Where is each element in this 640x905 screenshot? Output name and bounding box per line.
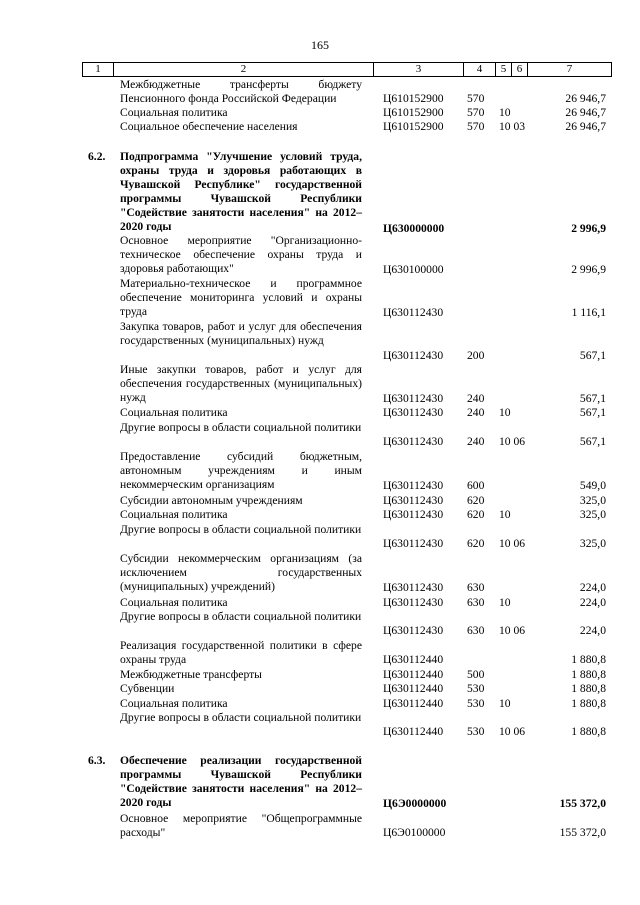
row-section: 10 [499,508,511,521]
row-target-code: Ц630112430 [383,494,444,507]
row-name: Реализация государственной политики в сфере охраны труда [120,639,362,666]
row-section: 10 [499,106,511,119]
row-name: Межбюджетные трансферты бюджету Пенсионного фонда Российской Федерации [120,78,362,105]
row-name: Материально-техническое и программное обеспечение мониторинга условий и охраны труда [120,277,362,318]
row-expense-type: 200 [467,348,485,362]
row-section: 10 [499,596,511,609]
row-amount: 325,0 [579,508,606,521]
header-col-6: 6 [512,63,528,76]
row-amount: 1 880,8 [571,668,606,681]
row-expense-type: 620 [467,537,485,551]
row-name: Субвенции [120,682,175,695]
row-target-code: Ц630112430 [383,435,444,449]
row-target-code: Ц630112430 [383,537,444,551]
row-expense-type: 240 [467,406,485,419]
header-col-5: 5 [496,63,512,76]
header-col-4: 4 [464,63,496,76]
row-section: 10 03 [499,120,526,133]
row-name: Субсидии некоммерческим организациям (за исключением государственных (муниципальных) учреждений) [120,552,362,593]
row-amount: 155 372,0 [559,826,606,840]
row-name: Подпрограмма "Улучшение условий труда, охраны труда и здоровья работающих в Чувашской Республике" государственной программы Чувашской Республики "Содействие занятости населения" на 2012–2020 годы [120,150,362,233]
row-target-code: Ц630100000 [383,262,444,276]
row-expense-type: 240 [467,435,485,449]
row-expense-type: 630 [467,624,485,638]
row-name: Обеспечение реализации государственной программы Чувашской Республики "Содействие занятости населения" на 2012–2020 годы [120,754,362,809]
row-target-code: Ц630112430 [383,348,444,362]
row-target-code: Ц630112430 [383,305,444,319]
row-amount: 1 116,1 [571,305,606,319]
row-name: Основное мероприятие "Организационно-техническое обеспечение охраны труда и здоровья работающих" [120,234,362,275]
row-expense-type: 530 [467,725,485,739]
row-name: Социальная политика [120,406,228,419]
row-target-code: Ц6Э0000000 [383,797,447,811]
row-expense-type: 630 [467,596,485,609]
row-name: Социальная политика [120,596,228,609]
row-amount: 224,0 [579,580,606,594]
row-target-code: Ц630112430 [383,391,444,405]
row-target-code: Ц610152900 [383,120,444,133]
row-amount: 325,0 [579,494,606,507]
row-section: 10 06 [499,435,526,449]
row-amount: 2 996,9 [571,222,606,235]
row-section: 10 [499,406,511,419]
row-expense-type: 240 [467,391,485,405]
header-col-2: 2 [114,63,374,76]
row-name: Предоставление субсидий бюджетным, автономным учреждениям и иным некоммерческим организациям [120,450,362,491]
row-target-code: Ц630112430 [383,624,444,638]
row-name: Субсидии автономным учреждениям [120,494,303,507]
row-amount: 155 372,0 [559,797,606,811]
row-amount: 567,1 [579,391,606,405]
row-amount: 1 880,8 [571,653,606,667]
table-header [82,62,612,77]
row-target-code: Ц630112440 [383,697,444,710]
row-expense-type: 500 [467,668,485,681]
row-name: Социальное обеспечение населения [120,120,298,133]
row-amount: 549,0 [579,478,606,492]
header-col-3: 3 [374,63,464,76]
row-name: Социальная политика [120,106,228,119]
row-name: Основное мероприятие "Общепрограммные расходы" [120,812,362,839]
row-target-code: Ц630112440 [383,653,444,667]
row-amount: 567,1 [579,348,606,362]
row-target-code: Ц610152900 [383,92,444,106]
row-name: Социальная политика [120,697,228,710]
row-amount: 567,1 [579,406,606,419]
row-amount: 26 946,7 [565,106,606,119]
row-number: 6.2. [88,150,106,163]
row-amount: 325,0 [579,537,606,551]
row-amount: 26 946,7 [565,92,606,106]
row-expense-type: 570 [467,120,485,133]
row-expense-type: 620 [467,494,485,507]
row-expense-type: 600 [467,478,485,492]
row-name: Другие вопросы в области социальной политики [120,610,362,623]
row-target-code: Ц630112430 [383,478,444,492]
row-expense-type: 620 [467,508,485,521]
row-amount: 1 880,8 [571,697,606,710]
page-number: 165 [311,38,329,52]
row-target-code: Ц630112430 [383,508,444,521]
header-col-1: 1 [83,63,114,76]
header-col-7: 7 [566,63,573,75]
row-amount: 26 946,7 [565,120,606,133]
row-section: 10 06 [499,537,526,551]
row-amount: 1 880,8 [571,725,606,739]
row-expense-type: 570 [467,106,485,119]
row-section: 10 06 [499,725,526,739]
row-expense-type: 630 [467,580,485,594]
row-amount: 567,1 [579,435,606,449]
row-target-code: Ц630112440 [383,725,444,739]
row-name: Другие вопросы в области социальной политики [120,711,362,724]
row-section: 10 [499,697,511,710]
row-name: Социальная политика [120,508,228,521]
row-target-code: Ц630112440 [383,682,444,695]
row-amount: 1 880,8 [571,682,606,695]
row-target-code: Ц6Э0100000 [383,826,446,840]
row-name: Другие вопросы в области социальной политики [120,523,362,536]
row-amount: 2 996,9 [571,262,606,276]
row-name: Другие вопросы в области социальной политики [120,421,362,434]
row-expense-type: 570 [467,92,485,106]
row-expense-type: 530 [467,697,485,710]
row-target-code: Ц610152900 [383,106,444,119]
row-expense-type: 530 [467,682,485,695]
row-target-code: Ц630112430 [383,596,444,609]
row-target-code: Ц630112430 [383,406,444,419]
row-number: 6.3. [88,754,106,767]
row-amount: 224,0 [579,624,606,638]
row-amount: 224,0 [579,596,606,609]
row-target-code: Ц630112430 [383,580,444,594]
row-target-code: Ц630112440 [383,668,444,681]
row-section: 10 06 [499,624,526,638]
row-target-code: Ц630000000 [383,222,445,235]
row-name: Иные закупки товаров, работ и услуг для обеспечения государственных (муниципальных) нужд [120,363,362,404]
row-name: Межбюджетные трансферты [120,668,262,681]
row-name: Закупка товаров, работ и услуг для обеспечения государственных (муниципальных) нужд [120,320,362,347]
